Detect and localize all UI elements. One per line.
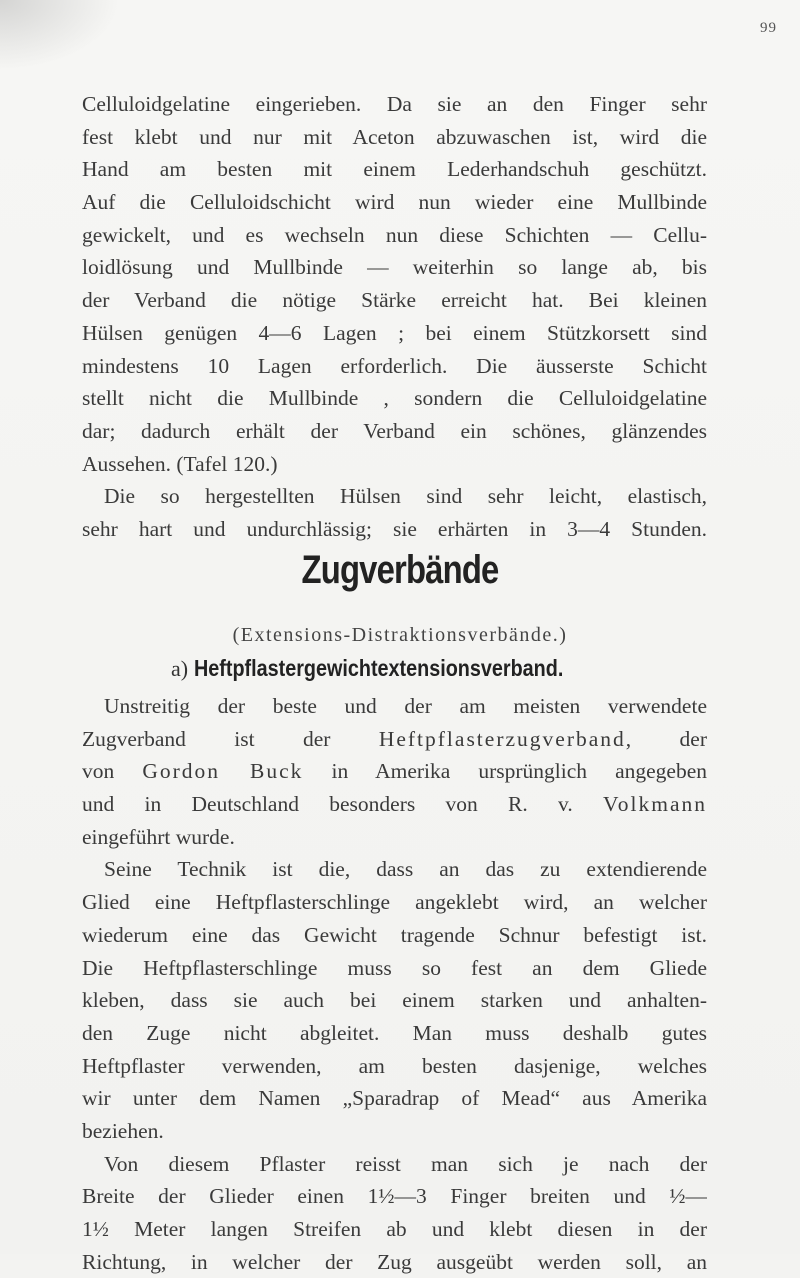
text-line: Die so hergestellten Hülsen sind sehr leicht, elastisch, — [104, 484, 707, 509]
section-heading — [171, 655, 623, 682]
text-span: in Amerika ursprünglich angegeben — [303, 759, 707, 784]
text-line — [82, 755, 707, 788]
text-line: Die Heftpflasterschlinge muss so fest an dem Gliede — [82, 955, 707, 980]
text-line: 1½ Meter langen Streifen ab und klebt diesen in der — [82, 1217, 707, 1241]
text-line: Hand am besten mit einem Lederhandschuh geschützt. — [82, 157, 707, 182]
text-line: fest klebt und nur mit Aceton abzuwaschen ist, wird die — [82, 124, 707, 149]
text-line: Seine Technik ist die, dass an das zu extendierende — [104, 857, 707, 882]
spaced-name: Volkmann — [603, 792, 707, 817]
spaced-term: Heftpflasterzugverband — [378, 726, 626, 751]
paragraph-celluloid — [82, 88, 707, 546]
page-corner-shadow — [0, 0, 120, 70]
chapter-heading: Zugverbände — [301, 548, 499, 592]
page-number: 99 — [760, 20, 777, 36]
text-line: Hülsen genügen 4—6 Lagen ; bei einem Stützkorsett sind — [82, 320, 707, 345]
text-line: Richtung, in welcher der Zug ausgeübt werden soll, an — [82, 1249, 707, 1274]
text-line: Aussehen. (Tafel 120.) — [82, 451, 278, 476]
paragraph-zugverband — [82, 690, 707, 1278]
text-line: stellt nicht die Mullbinde , sondern die Celluloidgelatine — [82, 386, 707, 411]
text-line: Glied eine Heftpflasterschlinge angeklebt wird, an welcher — [82, 890, 707, 915]
section-label: a) — [171, 656, 189, 681]
spaced-name: Gordon Buck — [142, 759, 304, 784]
text-line: Breite der Glieder einen 1½—3 Finger breiten und ½— — [82, 1184, 707, 1209]
text-line: wiederum eine das Gewicht tragende Schnur befestigt ist. — [82, 922, 707, 947]
text-span: und in Deutschland besonders von R. v. — [82, 792, 603, 817]
text-line: den Zuge nicht abgleitet. Man muss deshalb gutes — [82, 1020, 707, 1045]
text-line: Unstreitig der beste und der am meisten verwendete — [104, 694, 707, 718]
text-line: dar; dadurch erhält der Verband ein schönes, glänzendes — [82, 418, 707, 443]
section-title: Heftpflastergewichtextensionsverband. — [193, 655, 563, 681]
text-line: kleben, dass sie auch bei einem starken und anhalten- — [82, 988, 707, 1013]
text-line: Auf die Celluloidschicht wird nun wieder eine Mullbinde — [82, 190, 707, 215]
text-line: beziehen. — [82, 1118, 164, 1143]
text-line: gewickelt, und es wechseln nun diese Schichten — Cellu- — [82, 222, 707, 247]
text-line: Von diesem Pflaster reisst man sich je nach der — [104, 1151, 707, 1176]
chapter-subheading: (Extensions-Distraktionsverbände.) — [232, 624, 568, 646]
text-line: wir unter dem Namen „Sparadrap of Mead“ aus Amerika — [82, 1086, 707, 1111]
text-line: mindestens 10 Lagen erforderlich. Die äusserste Schicht — [82, 353, 707, 378]
text-line: sehr hart und undurchlässig; sie erhärten in 3—4 Stunden. — [82, 516, 707, 541]
text-line: eingeführt wurde. — [82, 824, 235, 849]
text-line: Celluloidgelatine eingerieben. Da sie an den Finger sehr — [82, 92, 707, 116]
text-line — [82, 723, 707, 756]
text-line — [82, 788, 707, 821]
text-span: von — [82, 759, 143, 784]
text-line: der Verband die nötige Stärke erreicht hat. Bei kleinen — [82, 288, 707, 313]
text-line: loidlösung und Mullbinde — weiterhin so lange ab, bis — [82, 255, 707, 280]
text-span: Zugverband ist der — [82, 726, 379, 751]
text-line: Heftpflaster verwenden, am besten dasjenige, welches — [82, 1053, 707, 1078]
text-span: , der — [625, 726, 707, 751]
